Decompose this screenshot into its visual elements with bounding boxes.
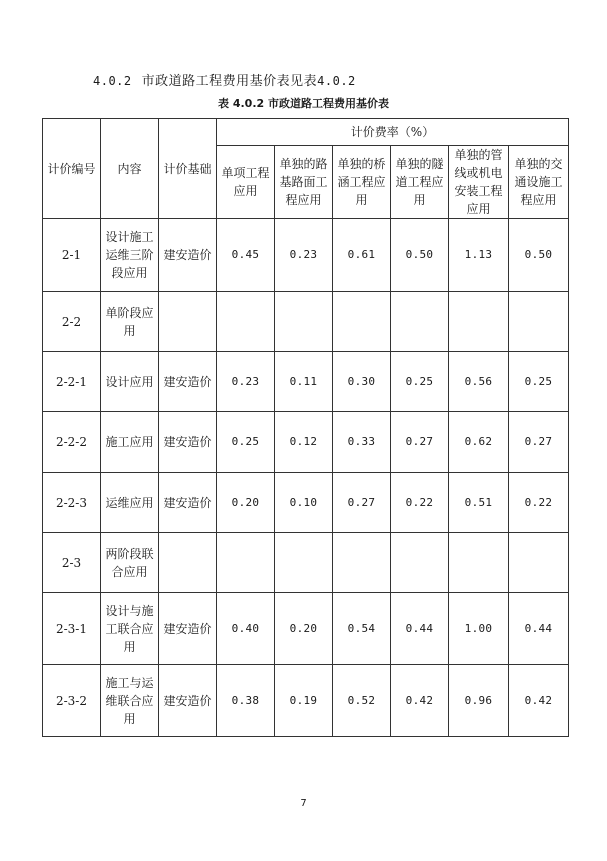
row-code: 2-2 — [43, 292, 101, 352]
row-rate: 0.25 — [509, 352, 569, 412]
header-content: 内容 — [101, 119, 159, 219]
row-rate: 0.38 — [217, 665, 275, 737]
header-rate-col: 单项工程应用 — [217, 146, 275, 219]
row-rate: 0.40 — [217, 593, 275, 665]
row-rate: 0.25 — [391, 352, 449, 412]
row-basis: 建安造价 — [159, 352, 217, 412]
row-rate — [333, 292, 391, 352]
table-row — [43, 219, 569, 292]
row-basis — [159, 533, 217, 593]
row-rate: 0.33 — [333, 412, 391, 473]
section-title: 市政道路工程费用基价表见表 — [141, 74, 318, 89]
row-content: 施工与运维联合应用 — [101, 665, 159, 737]
row-rate: 0.51 — [449, 473, 509, 533]
table-row — [43, 665, 569, 737]
row-rate — [509, 292, 569, 352]
section-number: 4.0.2 — [93, 74, 132, 88]
row-rate: 0.61 — [333, 219, 391, 292]
row-rate — [509, 533, 569, 593]
row-rate — [449, 533, 509, 593]
table-row — [43, 412, 569, 473]
row-code: 2-3 — [43, 533, 101, 593]
row-content: 施工应用 — [101, 412, 159, 473]
row-rate: 0.27 — [391, 412, 449, 473]
row-rate: 0.19 — [275, 665, 333, 737]
row-rate: 1.13 — [449, 219, 509, 292]
row-rate: 0.52 — [333, 665, 391, 737]
header-rate-col: 单独的交通设施工程应用 — [509, 146, 569, 219]
row-rate: 0.44 — [509, 593, 569, 665]
row-rate: 0.22 — [509, 473, 569, 533]
header-rate-group: 计价费率（%） — [217, 119, 569, 146]
table-row — [43, 352, 569, 412]
row-rate: 0.27 — [509, 412, 569, 473]
row-rate: 0.30 — [333, 352, 391, 412]
header-rate-col: 单独的管线或机电安装工程应用 — [449, 146, 509, 219]
row-content: 单阶段应用 — [101, 292, 159, 352]
table-row — [43, 533, 569, 593]
row-basis: 建安造价 — [159, 473, 217, 533]
row-rate: 0.20 — [275, 593, 333, 665]
row-rate — [391, 533, 449, 593]
row-rate: 0.45 — [217, 219, 275, 292]
row-rate: 0.42 — [391, 665, 449, 737]
row-rate: 0.42 — [509, 665, 569, 737]
row-code: 2-2-1 — [43, 352, 101, 412]
row-code: 2-1 — [43, 219, 101, 292]
row-rate: 0.10 — [275, 473, 333, 533]
row-basis: 建安造价 — [159, 665, 217, 737]
row-rate: 0.23 — [275, 219, 333, 292]
fee-table — [42, 118, 569, 737]
table-row — [43, 593, 569, 665]
row-rate: 0.20 — [217, 473, 275, 533]
row-content: 两阶段联合应用 — [101, 533, 159, 593]
row-rate: 0.50 — [509, 219, 569, 292]
row-rate: 0.54 — [333, 593, 391, 665]
table-caption: 表 4.0.2 市政道路工程费用基价表 — [218, 97, 389, 110]
table-row — [43, 473, 569, 533]
row-content: 运维应用 — [101, 473, 159, 533]
header-rate-col: 单独的桥涵工程应用 — [333, 146, 391, 219]
row-rate — [275, 292, 333, 352]
header-rate-col: 单独的路基路面工程应用 — [275, 146, 333, 219]
section-ref: 4.0.2 — [317, 74, 356, 88]
row-rate — [449, 292, 509, 352]
row-rate — [333, 533, 391, 593]
row-basis: 建安造价 — [159, 412, 217, 473]
table-row — [43, 292, 569, 352]
row-content: 设计与施工联合应用 — [101, 593, 159, 665]
row-basis — [159, 292, 217, 352]
row-rate: 1.00 — [449, 593, 509, 665]
section-heading — [93, 70, 356, 89]
row-code: 2-2-3 — [43, 473, 101, 533]
row-rate: 0.62 — [449, 412, 509, 473]
header-rate-col: 单独的隧道工程应用 — [391, 146, 449, 219]
row-rate — [391, 292, 449, 352]
row-code: 2-2-2 — [43, 412, 101, 473]
row-rate: 0.11 — [275, 352, 333, 412]
row-basis: 建安造价 — [159, 219, 217, 292]
header-code: 计价编号 — [43, 119, 101, 219]
row-rate: 0.22 — [391, 473, 449, 533]
row-basis: 建安造价 — [159, 593, 217, 665]
row-rate: 0.56 — [449, 352, 509, 412]
row-rate: 0.23 — [217, 352, 275, 412]
row-rate — [275, 533, 333, 593]
row-rate — [217, 533, 275, 593]
row-rate: 0.50 — [391, 219, 449, 292]
row-rate: 0.44 — [391, 593, 449, 665]
row-code: 2-3-2 — [43, 665, 101, 737]
row-rate: 0.96 — [449, 665, 509, 737]
row-rate — [217, 292, 275, 352]
row-rate: 0.27 — [333, 473, 391, 533]
header-basis: 计价基础 — [159, 119, 217, 219]
row-rate: 0.12 — [275, 412, 333, 473]
row-content: 设计应用 — [101, 352, 159, 412]
row-code: 2-3-1 — [43, 593, 101, 665]
page-number: 7 — [300, 798, 307, 809]
row-rate: 0.25 — [217, 412, 275, 473]
row-content: 设计施工运维三阶段应用 — [101, 219, 159, 292]
